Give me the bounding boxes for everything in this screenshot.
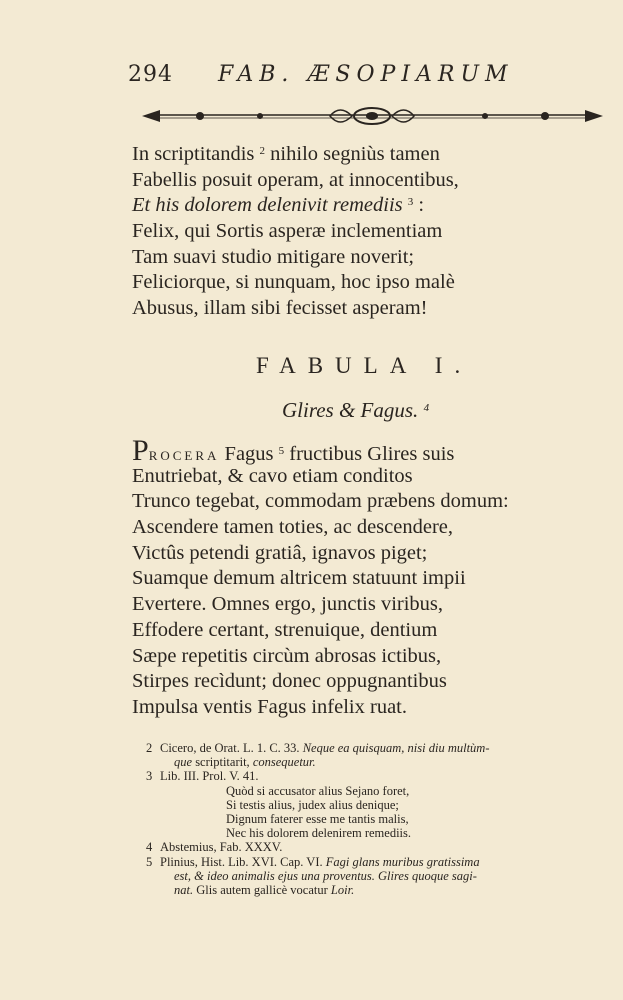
fable-subtitle: Glires & Fagus. $^4$	[282, 398, 430, 422]
footnote-line: nat. Glis autem gallicè vocatur Loir.	[174, 882, 355, 897]
page-header	[128, 62, 603, 92]
verse-line: Fabellis posuit operam, at innocentibus,	[132, 168, 459, 191]
verse-line: Abusus, illam sibi fecisset asperam!	[132, 297, 428, 320]
footnote-quote-line: Nec his dolorem delenirem remediis.	[226, 826, 412, 841]
prologue-verse	[132, 142, 602, 322]
verse-line: Effodere certant, strenuique, dentium	[132, 618, 438, 641]
footnote-quote-line: Quòd si accusator alius Sejano foret,	[226, 783, 410, 798]
verse-line: Sæpe repetitis circùm abrosas ictibus,	[132, 644, 442, 667]
verse-line: Suamque demum altricem statuunt impii	[132, 567, 466, 590]
verse-line: Stirpes recìdunt; donec oppugnantibus	[132, 670, 447, 693]
footnote-quote-line: Si testis alius, judex alius denique;	[226, 797, 399, 812]
verse-line: Evertere. Omnes ergo, junctis viribus,	[132, 593, 444, 616]
verse-line: Victûs petendi gratiâ, ignavos piget;	[132, 541, 428, 564]
verse-line: Impulsa ventis Fagus infelix ruat.	[132, 695, 407, 718]
verse-line: Felix, qui Sortis asperæ inclementiam	[132, 220, 443, 243]
fable-verse	[132, 434, 602, 721]
drop-cap: P	[132, 434, 149, 467]
verse-line: Enutriebat, & cavo etiam conditos	[132, 464, 413, 487]
verse-line: Feliciorque, si nunquam, hoc ipso malè	[132, 271, 455, 294]
footnote-quote-line: Dignum faterer esse me tantis malis,	[226, 811, 409, 826]
verse-line: Trunco tegebat, commodam præbens domum:	[132, 490, 509, 513]
decorative-rule-ornament	[140, 100, 605, 130]
footnote-line: que scriptitarit, consequetur.	[174, 755, 316, 770]
verse-line: In scriptitandis $^2$ nihilo segniùs tamen	[132, 143, 440, 165]
footnote-line: 3 Lib. III. Prol. V. 41.	[146, 769, 259, 784]
footnote-line: 4 Abstemius, Fab. XXXV.	[146, 840, 283, 855]
verse-line: PROCERA Fagus $^5$ fructibus Glires suis	[132, 434, 455, 467]
footnote-line: est, & ideo animalis ejus una proventus. Glires quoque sagi-	[174, 868, 477, 883]
verse-line: Tam suavi studio mitigare noverit;	[132, 245, 415, 268]
footnote-line: 2 Cicero, de Orat. L. 1. C. 33. Neque ea quisquam, nisi diu multùm-	[146, 741, 490, 755]
verse-line: Et his dolorem delenivit remediis $^3$ :	[132, 194, 425, 217]
footnote-line: 5 Plinius, Hist. Lib. XVI. Cap. VI. Fagi glans muribus gratissima	[146, 854, 480, 869]
running-title: FAB. ÆSOPIARUM	[218, 62, 514, 87]
footnotes	[146, 741, 611, 897]
verse-line: Ascendere tamen toties, ac descendere,	[132, 516, 454, 539]
fable-title: FABULA I.	[256, 353, 473, 378]
page-number: 294	[128, 62, 173, 87]
